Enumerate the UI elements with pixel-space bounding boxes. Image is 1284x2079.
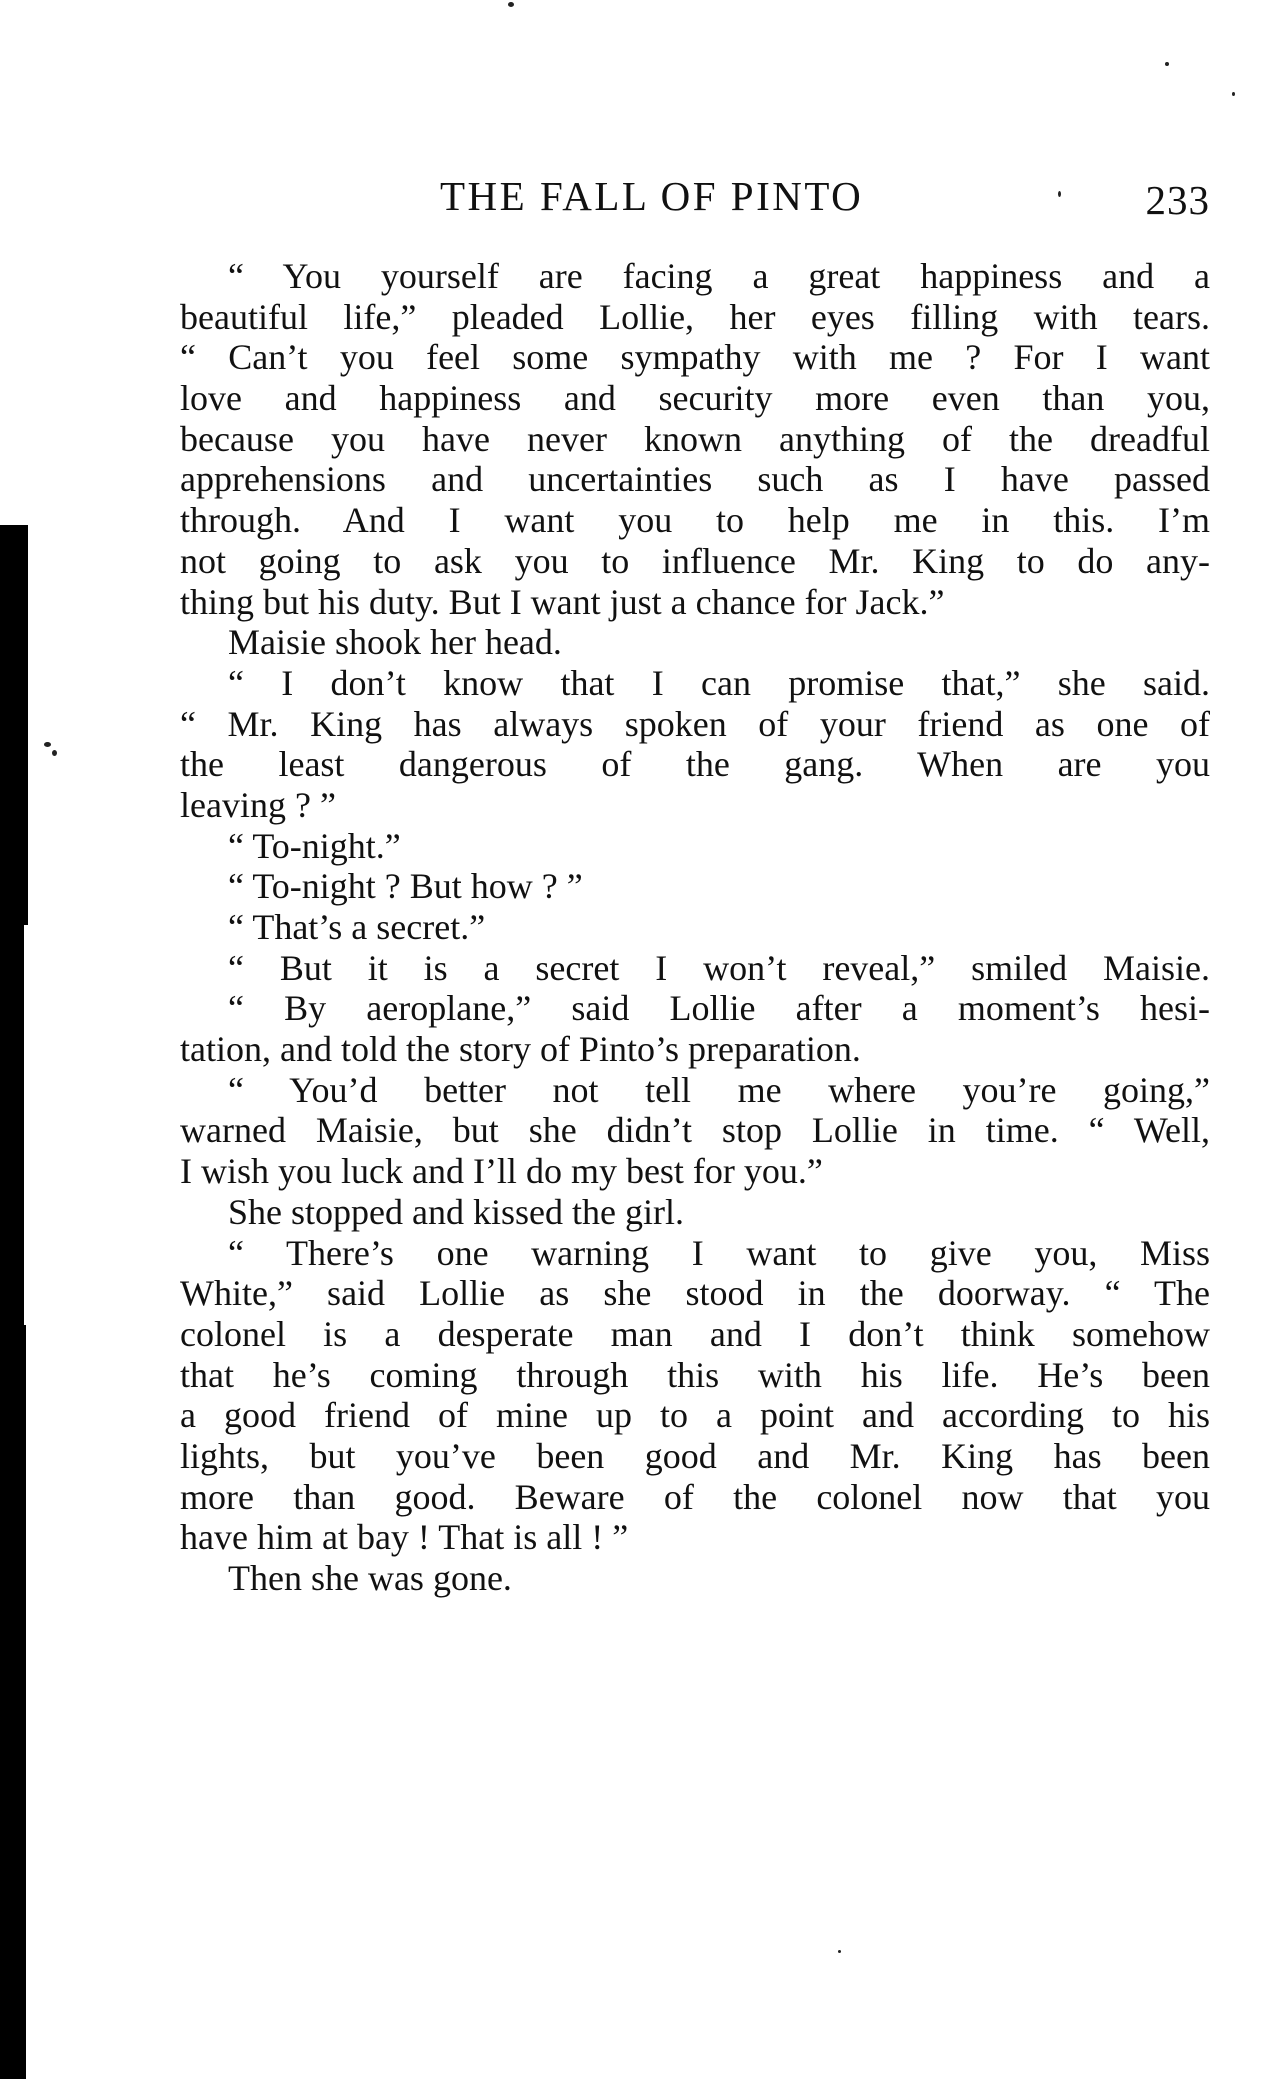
text-line: colonel is a desperate man and I don’t think somehow [180,1313,1210,1354]
text-line: through. And I want you to help me in this. I’m [180,500,1210,541]
text-line: I wish you luck and I’ll do my best for you.” [180,1151,823,1192]
binding-shadow [0,1325,26,2079]
speck [838,1950,841,1953]
text-line: apprehensions and uncertainties such as I have passed [180,459,1210,500]
text-line: White,” said Lollie as she stood in the doorway. “ The [180,1273,1210,1314]
text-line: love and happiness and security more even than you, [180,378,1210,419]
text-line: that he’s coming through this with his life. He’s been [180,1354,1210,1395]
binding-shadow [0,525,28,925]
text-line: “ You’d better not tell me where you’re going,” [228,1069,1210,1110]
text-line: a good friend of mine up to a point and according to his [180,1395,1210,1436]
text-line: Then she was gone. [228,1558,512,1598]
running-head [180,172,1210,232]
page-number: 233 [1145,177,1210,223]
text-line: “ By aeroplane,” said Lollie after a moment’s hesi- [228,988,1210,1029]
text-line: not going to ask you to influence Mr. King to do any- [180,540,1210,581]
text-line: “ You yourself are facing a great happiness and a [228,256,1210,296]
speck [1165,62,1169,66]
text-line: “ I don’t know that I can promise that,” she said. [228,662,1210,703]
speck [44,742,51,747]
text-line: the least dangerous of the gang. When are you [180,744,1210,785]
text-line: Maisie shook her head. [228,622,562,663]
text-line: leaving ? ” [180,784,336,825]
body-text [180,256,1210,1599]
text-line: “ Mr. King has always spoken of your friend as one of [180,703,1210,744]
text-line: beautiful life,” pleaded Lollie, her eyes filling with tears. [180,296,1210,337]
text-line: “ To-night.” [228,825,401,866]
text-line: tation, and told the story of Pinto’s preparation. [180,1029,861,1070]
speck [1232,92,1235,96]
text-line: lights, but you’ve been good and Mr. King has been [180,1435,1210,1476]
text-line: warned Maisie, but she didn’t stop Lollie in time. “ Well, [180,1110,1210,1151]
text-line: “ To-night ? But how ? ” [228,866,583,907]
speck [52,750,57,756]
running-title: THE FALL OF PINTO [440,173,864,219]
text-line: more than good. Beware of the colonel now that you [180,1476,1210,1517]
text-line: She stopped and kissed the girl. [228,1191,684,1232]
text-line: “ Can’t you feel some sympathy with me ? For I want [180,337,1210,378]
speck [508,2,514,7]
text-line: thing but his duty. But I want just a chance for Jack.” [180,581,945,622]
text-line: because you have never known anything of the dreadful [180,418,1210,459]
text-line: have him at bay ! That is all ! ” [180,1517,629,1558]
binding-shadow [0,925,24,1325]
text-line: “ There’s one warning I want to give you, Miss [228,1232,1210,1273]
text-line: “ But it is a secret I won’t reveal,” smiled Maisie. [228,947,1210,988]
text-line: “ That’s a secret.” [228,907,486,947]
